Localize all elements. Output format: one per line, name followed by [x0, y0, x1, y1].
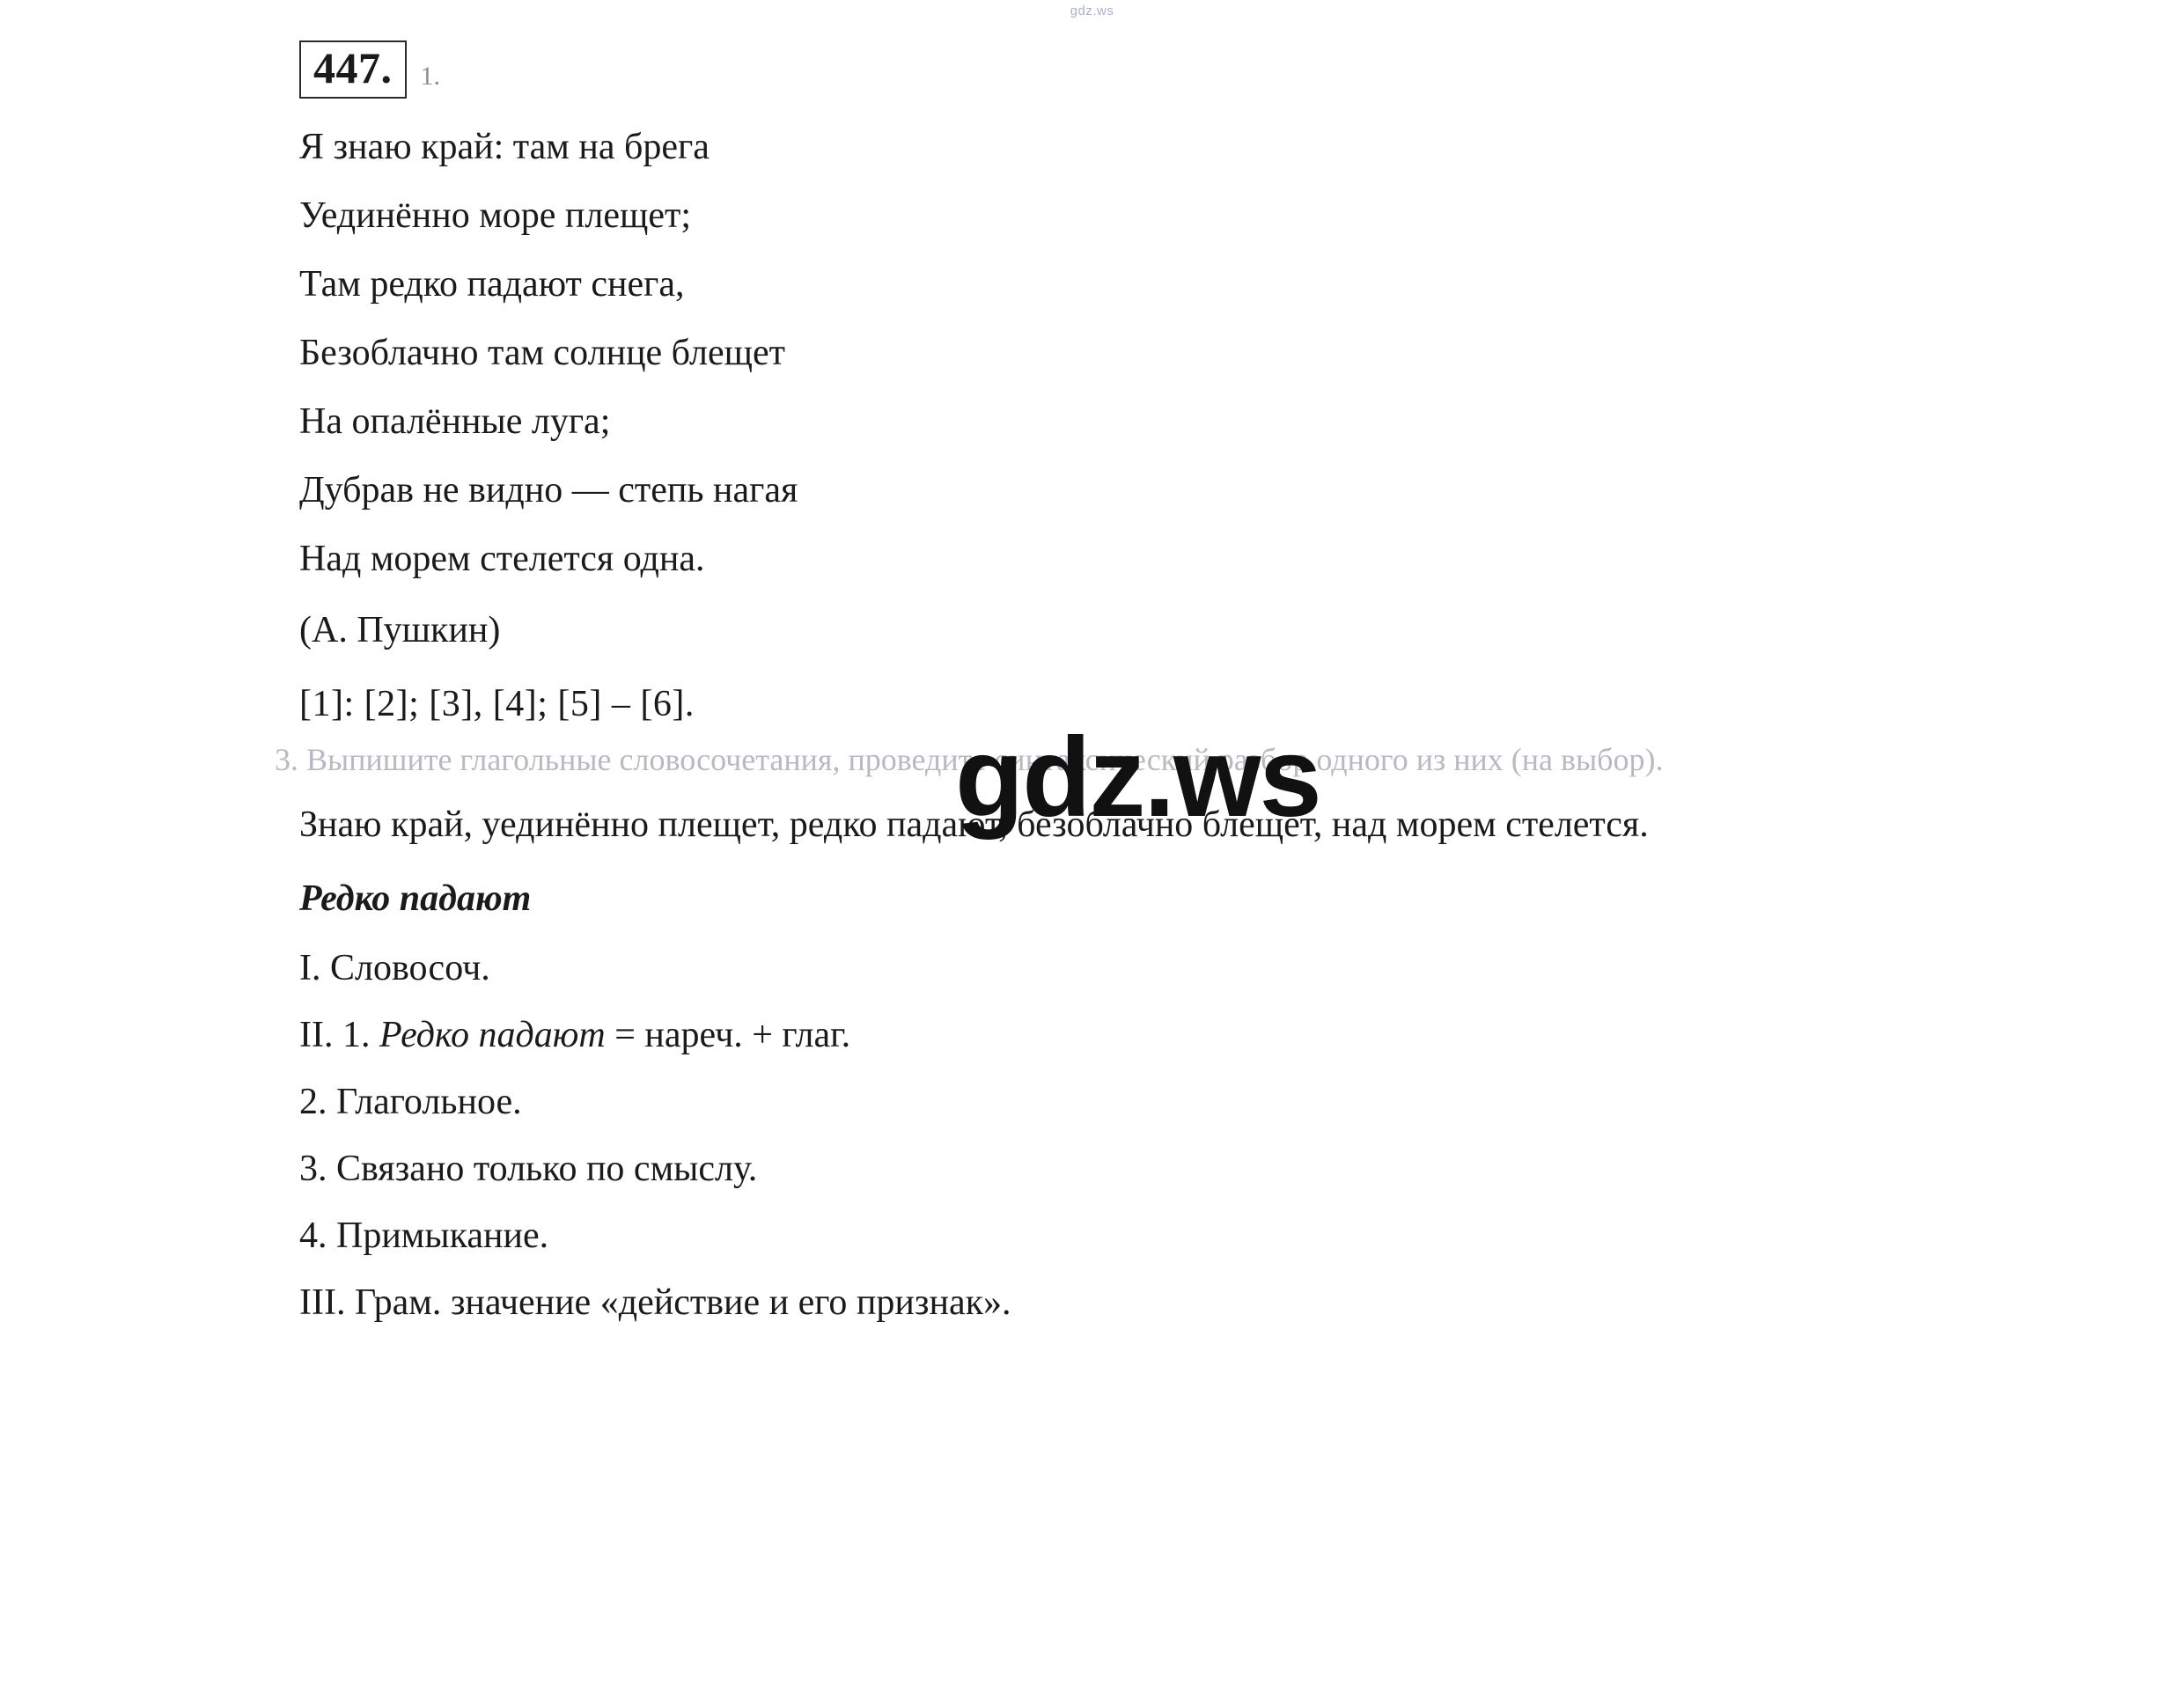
- analysis-item-prefix: II. 1.: [299, 1015, 379, 1056]
- analysis-item-text: 4. Примыкание.: [299, 1216, 549, 1257]
- poem-line: Там редко падают снега,: [299, 264, 685, 305]
- analysis-item-suffix: = нареч. + глаг.: [605, 1015, 851, 1056]
- analysis-item-emphasis: Редко падают: [379, 1015, 606, 1056]
- poem-line: Дубрав не видно — степь нагая: [299, 470, 798, 510]
- analysis-item-text: 2. Глагольное.: [299, 1082, 522, 1123]
- analysis-title: Редко падают: [299, 878, 532, 920]
- exercise-header: [299, 40, 2078, 99]
- center-watermark: gdz.ws: [955, 715, 1320, 841]
- analysis-item: [299, 1017, 2078, 1054]
- poem-line: Я знаю край: там на брега: [299, 127, 710, 167]
- exercise-number: 447.: [299, 40, 407, 99]
- analysis-item: [299, 1282, 2078, 1324]
- poem-line: Над морем стелется одна.: [299, 539, 705, 579]
- poem-line: Уединённо море плещет;: [299, 195, 691, 236]
- poem-line: На опалённые луга;: [299, 401, 611, 442]
- top-watermark: gdz.ws: [1070, 4, 1114, 18]
- task-3-text: 3. Выпишите глагольные словосочетания, проведите синтаксический разбор одного из них (на выбор).: [275, 742, 1664, 777]
- poem-author: (А. Пушкин): [299, 610, 501, 650]
- analysis-item-text: III. Грам. значение «действие и его признак».: [299, 1282, 1011, 1324]
- analysis-item: [299, 1216, 2078, 1257]
- analysis-item: [299, 950, 2078, 987]
- analysis-item-text: 3. Связано только по смыслу.: [299, 1149, 758, 1190]
- poem-line: Безоблачно там солнце блещет: [299, 333, 785, 373]
- sentence-scheme: [1]: [2]; [3], [4]; [5] – [6].: [299, 684, 695, 724]
- analysis-item-text: I. Словосоч.: [299, 948, 490, 989]
- analysis-item: [299, 1082, 2078, 1123]
- analysis-item: [299, 1149, 2078, 1190]
- answer-phrases: Знаю край, уединённо плещет, редко падают, безоблачно блещет, над морем стелется.: [299, 804, 1649, 845]
- task-marker-1: 1.: [420, 62, 440, 91]
